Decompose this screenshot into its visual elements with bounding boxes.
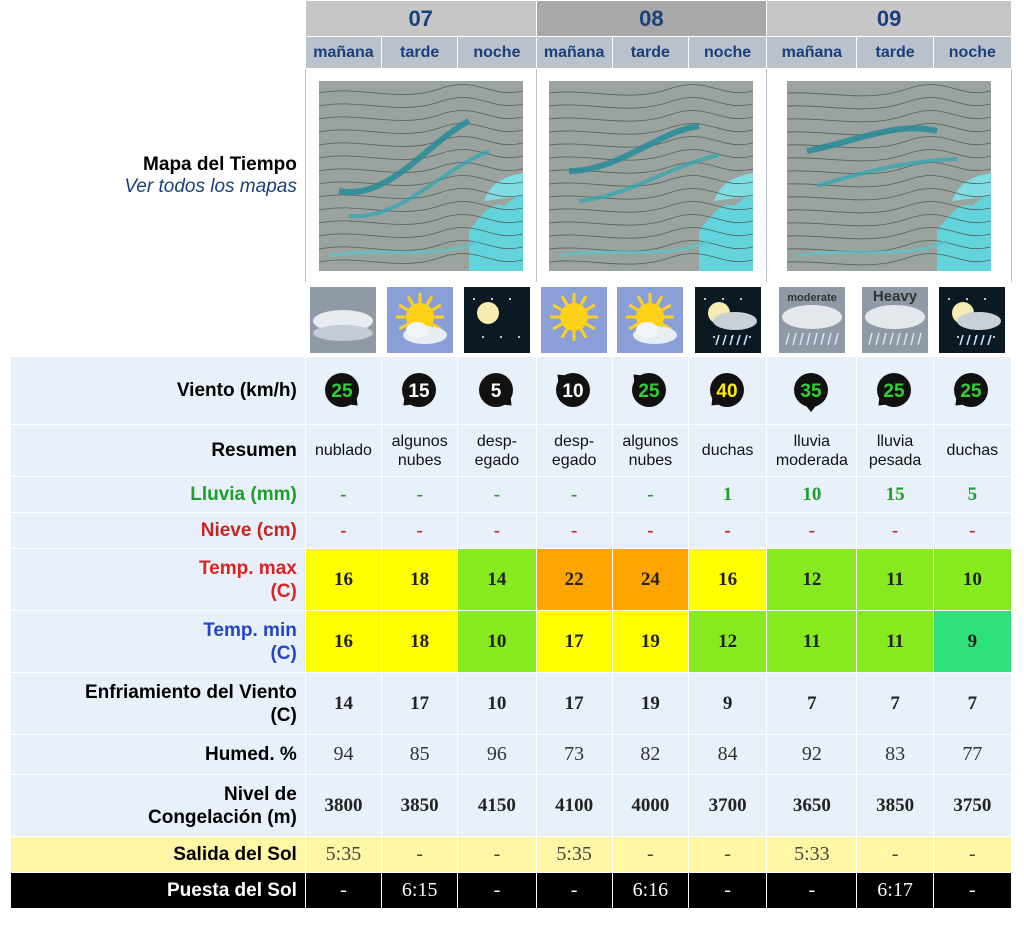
wind-chill-value: 7	[890, 692, 900, 714]
sunset-cell-0	[305, 873, 381, 909]
temp-min-label-line2: (C)	[270, 642, 297, 664]
freezing-level-value: 3750	[953, 794, 992, 816]
weather-map-07[interactable]	[305, 69, 536, 283]
sunset-value: -	[493, 879, 501, 901]
weather-icon-cell-7	[857, 283, 933, 357]
temp-max-value: 14	[487, 568, 507, 590]
snow-value: -	[969, 519, 976, 541]
wind-arrow-icon	[397, 366, 443, 416]
wind-speed: 25	[960, 380, 982, 402]
rain-value: 5	[967, 483, 978, 505]
wind-arrow-icon	[474, 366, 520, 416]
rain-cell-2	[458, 477, 536, 513]
rain-cell-5	[688, 477, 766, 513]
summary-cell-1	[382, 425, 458, 477]
summary-cell-3	[536, 425, 612, 477]
sunrise-cell-7	[857, 837, 933, 873]
rain-cell-4	[612, 477, 688, 513]
period-1[interactable]: tarde	[382, 37, 458, 69]
sunrise-cell-0	[305, 837, 381, 873]
wind-arrow-icon	[789, 366, 835, 416]
wind-cell-4	[612, 357, 688, 425]
summary-text: lluvia	[876, 432, 914, 450]
temp-max-label	[11, 549, 306, 611]
weather-icon-cell-5	[688, 283, 766, 357]
moon-night-icon	[464, 287, 530, 353]
sun-cloud-icon	[387, 287, 453, 353]
humidity-value: 82	[640, 743, 661, 765]
wind-chill-value: 17	[564, 692, 584, 714]
moon-rain-icon	[939, 287, 1005, 353]
temp-min-value: 19	[640, 630, 660, 652]
sunrise-value: -	[969, 843, 976, 865]
temp-max-value: 24	[640, 568, 660, 590]
wind-cell-5	[688, 357, 766, 425]
summary-cell-8	[933, 425, 1011, 477]
rain-cell-7	[857, 477, 933, 513]
freezing-level-cell-8	[933, 775, 1011, 837]
temp-min-cell-5	[688, 611, 766, 673]
weather-icon-cell-1	[382, 283, 458, 357]
temp-max-cell-0	[305, 549, 381, 611]
snow-cell-8	[933, 513, 1011, 549]
weather-icon-cell-8	[933, 283, 1011, 357]
sunrise-label: Salida del Sol	[11, 837, 306, 873]
temp-max-cell-1	[382, 549, 458, 611]
sunset-cell-3	[536, 873, 612, 909]
icon-blank	[11, 283, 306, 357]
freezing-level-cell-7	[857, 775, 933, 837]
wind-speed: 25	[331, 380, 354, 402]
wind-chill-value: 10	[487, 692, 507, 714]
wind-chill-label	[11, 673, 306, 735]
rain-value: -	[340, 483, 347, 505]
heavy-rain-icon	[862, 287, 928, 353]
humidity-label: Humed. %	[11, 735, 306, 775]
summary-cell-0	[305, 425, 381, 477]
sunrise-value: 5:33	[794, 843, 830, 865]
temp-min-value: 12	[718, 630, 738, 652]
freezing-level-cell-3	[536, 775, 612, 837]
weather-icon-cell-3	[536, 283, 612, 357]
wind-chill-cell-0	[305, 673, 381, 735]
temp-min-cell-1	[382, 611, 458, 673]
sunset-cell-2	[458, 873, 536, 909]
freezing-level-value: 3850	[876, 794, 915, 816]
temp-min-value: 11	[802, 630, 821, 652]
wind-chill-cell-7	[857, 673, 933, 735]
sunrise-value: -	[647, 843, 654, 865]
temp-max-value: 18	[410, 568, 430, 590]
summary-label: Resumen	[11, 425, 306, 477]
humidity-cell-0	[305, 735, 381, 775]
sunrise-value: -	[891, 843, 899, 865]
sunrise-value: -	[493, 843, 501, 865]
sunset-cell-5	[688, 873, 766, 909]
wind-speed: 25	[638, 380, 660, 402]
humidity-value: 73	[564, 743, 585, 765]
rain-value: 10	[802, 483, 822, 505]
rain-cell-6	[767, 477, 857, 513]
sunset-value: -	[969, 879, 976, 901]
freezing-level-cell-2	[458, 775, 536, 837]
rain-value: -	[493, 483, 501, 505]
sunset-cell-8	[933, 873, 1011, 909]
freezing-level-label-line1: Nivel de	[223, 783, 297, 805]
rain-cell-3	[536, 477, 612, 513]
sunset-value: 6:17	[877, 879, 913, 901]
snow-value: -	[416, 519, 423, 541]
summary-text: egado	[474, 451, 520, 469]
freezing-level-cell-5	[688, 775, 766, 837]
rain-value: 1	[722, 483, 733, 505]
snow-label: Nieve (cm)	[11, 513, 306, 549]
sunrise-value: -	[724, 843, 731, 865]
wind-arrow-icon	[320, 366, 366, 416]
wind-speed: 25	[883, 380, 905, 402]
humidity-value: 92	[801, 743, 822, 765]
temp-max-label-line2: (C)	[270, 580, 297, 602]
freezing-level-cell-4	[612, 775, 688, 837]
temp-min-label-line1: Temp. min	[203, 619, 297, 641]
wind-chill-cell-3	[536, 673, 612, 735]
wind-speed: 40	[716, 380, 738, 402]
temp-max-value: 16	[718, 568, 738, 590]
snow-cell-5	[688, 513, 766, 549]
humidity-value: 77	[962, 743, 983, 765]
wind-arrow-icon	[949, 366, 995, 416]
temp-max-value: 16	[333, 568, 353, 590]
wind-cell-6	[767, 357, 857, 425]
summary-text: algunos	[391, 432, 448, 450]
weather-badge-text: moderate	[787, 291, 837, 304]
summary-text: desp-	[476, 432, 517, 450]
wind-speed: 35	[800, 380, 822, 402]
summary-cell-7	[857, 425, 933, 477]
humidity-cell-2	[458, 735, 536, 775]
temp-min-cell-4	[612, 611, 688, 673]
wind-label: Viento (km/h)	[11, 357, 306, 425]
temp-max-cell-5	[688, 549, 766, 611]
sunset-label: Puesta del Sol	[11, 873, 306, 909]
temp-max-cell-3	[536, 549, 612, 611]
temp-min-value: 11	[886, 630, 905, 652]
temp-min-cell-0	[305, 611, 381, 673]
wind-cell-7	[857, 357, 933, 425]
freezing-level-value: 3800	[324, 794, 363, 816]
sunset-cell-6	[767, 873, 857, 909]
wind-arrow-icon	[872, 366, 918, 416]
wind-chill-cell-1	[382, 673, 458, 735]
sunrise-cell-4	[612, 837, 688, 873]
day-08-header[interactable]: 08	[536, 1, 767, 37]
wind-cell-0	[305, 357, 381, 425]
snow-cell-1	[382, 513, 458, 549]
wind-chill-value: 9	[722, 692, 733, 714]
summary-text: desp-	[554, 432, 595, 450]
wind-chill-label-line2: (C)	[270, 704, 297, 726]
freezing-level-label	[11, 775, 306, 837]
snow-cell-3	[536, 513, 612, 549]
day-09-header[interactable]: 09	[767, 1, 1012, 37]
weather-map-image	[787, 81, 991, 271]
rain-cell-1	[382, 477, 458, 513]
wind-chill-cell-6	[767, 673, 857, 735]
freezing-level-value: 3850	[400, 794, 439, 816]
wind-chill-cell-5	[688, 673, 766, 735]
snow-cell-7	[857, 513, 933, 549]
sunrise-cell-3	[536, 837, 612, 873]
freezing-level-value: 3700	[708, 794, 747, 816]
summary-text: algunos	[622, 432, 679, 450]
period-7[interactable]: tarde	[857, 37, 933, 69]
weather-icon-cell-6	[767, 283, 857, 357]
weather-icon-cell-4	[612, 283, 688, 357]
sunset-value: 6:16	[632, 879, 669, 901]
snow-cell-2	[458, 513, 536, 549]
sunset-value: 6:15	[401, 879, 438, 901]
period-0[interactable]: mañana	[305, 37, 381, 69]
day-07-header[interactable]: 07	[305, 1, 536, 37]
sun-cloud-icon	[617, 287, 683, 353]
summary-text: nubes	[628, 451, 673, 469]
freezing-level-value: 4000	[631, 794, 670, 816]
snow-value: -	[891, 519, 899, 541]
temp-min-value: 10	[487, 630, 507, 652]
wind-cell-8	[933, 357, 1011, 425]
wind-chill-value: 19	[640, 692, 660, 714]
freezing-level-value: 3650	[792, 794, 831, 816]
temp-max-cell-4	[612, 549, 688, 611]
wind-chill-cell-2	[458, 673, 536, 735]
wind-arrow-icon	[627, 366, 673, 416]
wind-chill-label-line1: Enfriamiento del Viento	[84, 681, 297, 703]
wind-speed: 10	[562, 380, 584, 402]
sunset-value: -	[340, 879, 347, 901]
temp-max-label-line1: Temp. max	[198, 557, 297, 579]
period-3[interactable]: mañana	[536, 37, 612, 69]
summary-text: nubes	[397, 451, 442, 469]
temp-max-value: 12	[802, 568, 822, 590]
temp-min-label	[11, 611, 306, 673]
wind-chill-value: 17	[410, 692, 430, 714]
all-maps-link[interactable]: Ver todos los mapas	[124, 175, 297, 197]
weather-icon-cell-2	[458, 283, 536, 357]
freezing-level-cell-0	[305, 775, 381, 837]
temp-min-cell-8	[933, 611, 1011, 673]
summary-text: moderada	[775, 451, 848, 469]
sun-icon	[541, 287, 607, 353]
temp-min-value: 18	[410, 630, 430, 652]
rain-cell-8	[933, 477, 1011, 513]
period-2[interactable]: noche	[458, 37, 536, 69]
sunset-value: -	[570, 879, 578, 901]
wind-cell-1	[382, 357, 458, 425]
temp-min-cell-7	[857, 611, 933, 673]
temp-min-cell-3	[536, 611, 612, 673]
wind-speed: 15	[408, 380, 430, 402]
sunset-value: -	[808, 879, 816, 901]
temp-max-value: 22	[564, 568, 584, 590]
corner-blank	[11, 1, 306, 37]
humidity-value: 85	[409, 743, 430, 765]
temp-max-value: 11	[886, 568, 905, 590]
freezing-level-cell-6	[767, 775, 857, 837]
moderate-rain-icon	[779, 287, 845, 353]
sunrise-cell-2	[458, 837, 536, 873]
sunset-value: -	[724, 879, 731, 901]
weather-map-title: Mapa del Tiempo	[143, 153, 297, 175]
summary-text: duchas	[946, 442, 999, 459]
summary-cell-6	[767, 425, 857, 477]
summary-cell-4	[612, 425, 688, 477]
snow-value: -	[647, 519, 654, 541]
humidity-cell-1	[382, 735, 458, 775]
summary-text: lluvia	[793, 432, 831, 450]
humidity-cell-4	[612, 735, 688, 775]
sunset-cell-1	[382, 873, 458, 909]
freezing-level-value: 4150	[477, 794, 516, 816]
wind-chill-value: 14	[333, 692, 353, 714]
snow-value: -	[724, 519, 731, 541]
sunset-cell-7	[857, 873, 933, 909]
sunrise-cell-8	[933, 837, 1011, 873]
temp-min-value: 17	[564, 630, 584, 652]
weather-map-image	[319, 81, 523, 271]
temp-min-value: 16	[333, 630, 353, 652]
wind-chill-cell-4	[612, 673, 688, 735]
freezing-level-value: 4100	[555, 794, 594, 816]
temp-max-value: 10	[962, 568, 982, 590]
weather-map-08[interactable]	[536, 69, 767, 283]
summary-cell-2	[458, 425, 536, 477]
temp-max-cell-7	[857, 549, 933, 611]
wind-cell-3	[536, 357, 612, 425]
humidity-cell-8	[933, 735, 1011, 775]
humidity-value: 96	[486, 743, 507, 765]
period-4[interactable]: tarde	[612, 37, 688, 69]
temp-min-value: 9	[967, 630, 978, 652]
weather-badge-text: Heavy	[872, 287, 918, 305]
sunrise-cell-1	[382, 837, 458, 873]
humidity-cell-7	[857, 735, 933, 775]
wind-arrow-icon	[551, 366, 597, 416]
temp-min-cell-2	[458, 611, 536, 673]
sunrise-value: -	[416, 843, 423, 865]
freezing-level-cell-1	[382, 775, 458, 837]
sunrise-value: 5:35	[556, 843, 592, 865]
summary-cell-5	[688, 425, 766, 477]
sunrise-cell-6	[767, 837, 857, 873]
snow-value: -	[808, 519, 815, 541]
wind-cell-2	[458, 357, 536, 425]
wind-chill-value: 7	[807, 692, 817, 714]
weather-map-label	[11, 69, 306, 283]
rain-value: 15	[885, 483, 905, 505]
weather-map-image	[549, 81, 753, 271]
wind-chill-value: 7	[967, 692, 978, 714]
temp-min-cell-6	[767, 611, 857, 673]
temp-max-cell-8	[933, 549, 1011, 611]
period-blank	[11, 37, 306, 69]
snow-value: -	[493, 519, 501, 541]
cloudy-icon	[310, 287, 376, 353]
summary-text: duchas	[701, 442, 754, 459]
wind-speed: 5	[490, 380, 502, 402]
weather-map-09[interactable]	[767, 69, 1012, 283]
snow-value: -	[570, 519, 578, 541]
rain-cell-0	[305, 477, 381, 513]
temp-max-cell-6	[767, 549, 857, 611]
temp-max-cell-2	[458, 549, 536, 611]
sunset-cell-4	[612, 873, 688, 909]
sunrise-cell-5	[688, 837, 766, 873]
moon-rain-icon	[695, 287, 761, 353]
humidity-value: 94	[333, 743, 354, 765]
humidity-cell-5	[688, 735, 766, 775]
snow-value: -	[340, 519, 347, 541]
period-6[interactable]: mañana	[767, 37, 857, 69]
humidity-value: 84	[717, 743, 738, 765]
humidity-cell-3	[536, 735, 612, 775]
wind-arrow-icon	[705, 366, 751, 416]
freezing-level-label-line2: Congelación (m)	[148, 806, 297, 828]
snow-cell-4	[612, 513, 688, 549]
summary-text: nublado	[314, 442, 372, 459]
snow-cell-6	[767, 513, 857, 549]
rain-value: -	[647, 483, 654, 505]
rain-value: -	[570, 483, 578, 505]
summary-text: pesada	[868, 451, 922, 469]
weather-icon-cell-0	[305, 283, 381, 357]
sunrise-value: 5:35	[325, 843, 362, 865]
rain-label: Lluvia (mm)	[11, 477, 306, 513]
humidity-value: 83	[885, 743, 906, 765]
period-8[interactable]: noche	[933, 37, 1011, 69]
snow-cell-0	[305, 513, 381, 549]
period-5[interactable]: noche	[688, 37, 766, 69]
wind-chill-cell-8	[933, 673, 1011, 735]
rain-value: -	[416, 483, 423, 505]
summary-text: egado	[551, 451, 597, 469]
humidity-cell-6	[767, 735, 857, 775]
